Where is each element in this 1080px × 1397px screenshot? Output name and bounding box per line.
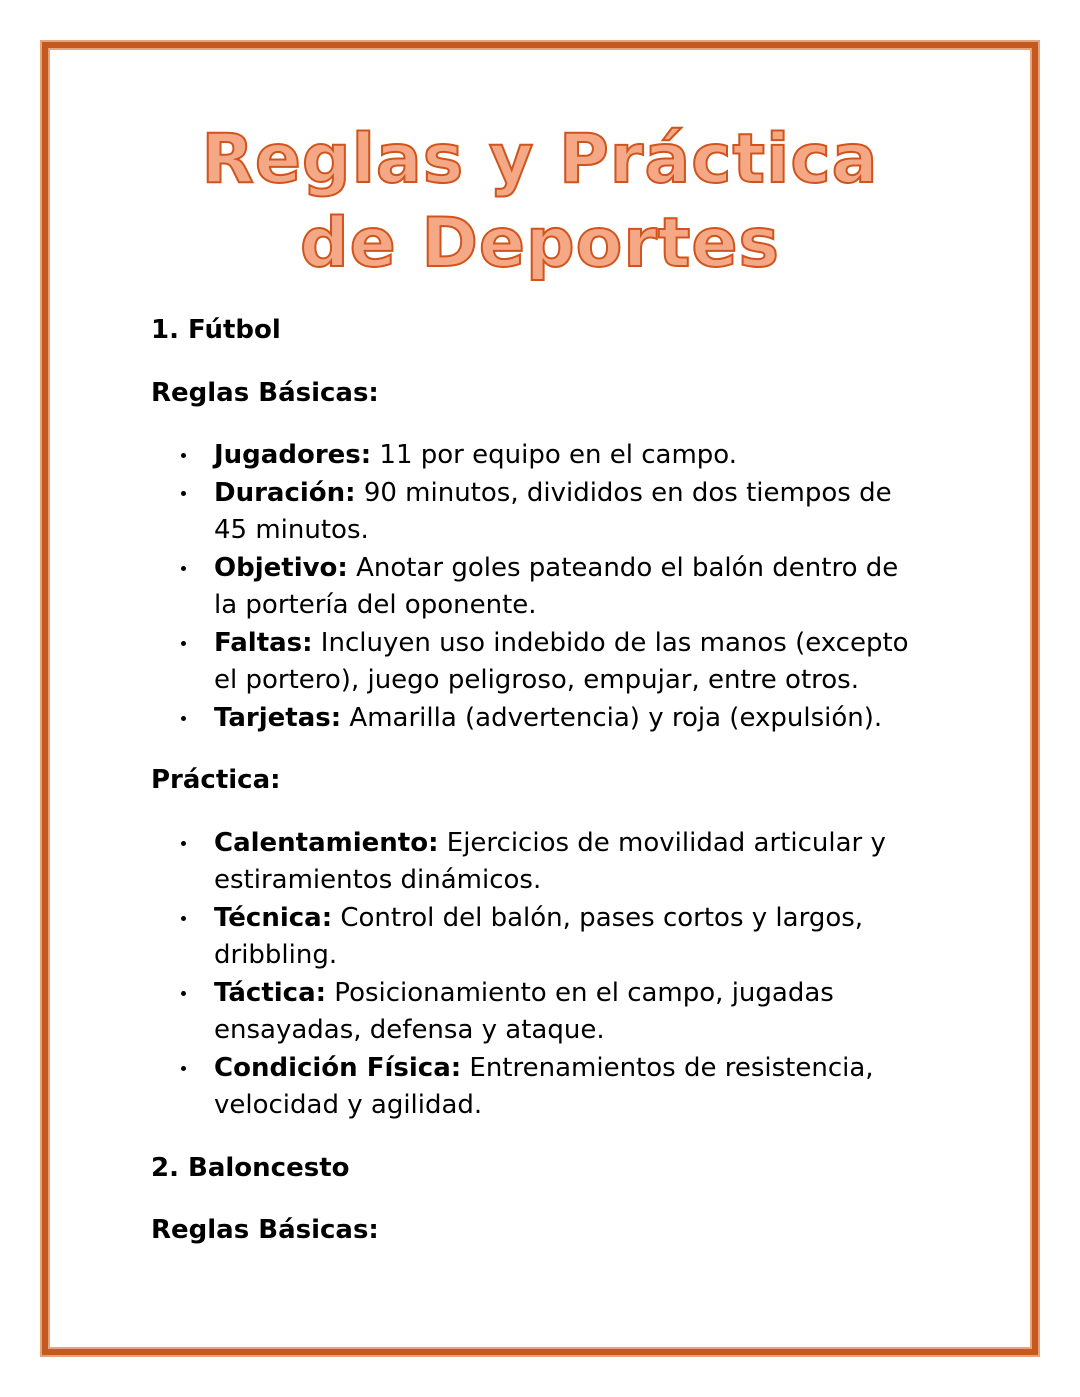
list-item-term: Duración: xyxy=(214,477,356,508)
futbol-practice-heading: Práctica: xyxy=(151,765,281,795)
list-item-term: Técnica: xyxy=(214,902,333,933)
section-heading-futbol: 1. Fútbol xyxy=(151,315,281,345)
bullet-icon xyxy=(181,841,186,846)
bullet-icon xyxy=(181,566,186,571)
bullet-icon xyxy=(181,716,186,721)
document-body xyxy=(151,312,921,1250)
bullet-icon xyxy=(181,1066,186,1071)
list-item xyxy=(151,825,921,900)
baloncesto-rules-heading: Reglas Básicas: xyxy=(151,1215,379,1245)
list-item-term: Tarjetas: xyxy=(214,702,342,733)
bullet-icon xyxy=(181,453,186,458)
bullet-icon xyxy=(181,641,186,646)
list-item-text: Ejercicios de movilidad articular y estiramientos dinámicos. xyxy=(214,827,886,895)
list-item-text: 11 por equipo en el campo. xyxy=(371,440,738,470)
futbol-practice-list xyxy=(151,825,921,1125)
list-item-text: Incluyen uso indebido de las manos (excepto el portero), juego peligroso, empujar, entre otros. xyxy=(214,627,909,695)
bullet-icon xyxy=(181,491,186,496)
list-item-term: Calentamiento: xyxy=(214,827,439,858)
futbol-rules-list xyxy=(151,437,921,737)
list-item-text: Entrenamientos de resistencia, velocidad y agilidad. xyxy=(214,1052,874,1120)
bullet-icon xyxy=(181,991,186,996)
list-item-term: Objetivo: xyxy=(214,552,348,583)
list-item xyxy=(151,625,921,700)
list-item xyxy=(151,700,921,738)
list-item xyxy=(151,975,921,1050)
list-item xyxy=(151,1050,921,1125)
list-item-text: Control del balón, pases cortos y largos, dribbling. xyxy=(214,902,864,970)
list-item xyxy=(151,437,921,475)
list-item-term: Jugadores: xyxy=(214,440,372,470)
bullet-icon xyxy=(181,916,186,921)
list-item xyxy=(151,550,921,625)
list-item-text: Posicionamiento en el campo, jugadas ensayadas, defensa y ataque. xyxy=(214,977,834,1045)
list-item xyxy=(151,900,921,975)
list-item-text: 90 minutos, divididos en dos tiempos de 45 minutos. xyxy=(214,477,892,545)
list-item-term: Faltas: xyxy=(214,627,313,658)
list-item-term: Condición Física: xyxy=(214,1052,462,1083)
futbol-rules-heading: Reglas Básicas: xyxy=(151,377,379,408)
list-item xyxy=(151,475,921,550)
list-item-text: Anotar goles pateando el balón dentro de la portería del oponente. xyxy=(214,552,899,620)
list-item-text: Amarilla (advertencia) y roja (expulsión). xyxy=(341,702,883,733)
title-line-1: Reglas y Práctica xyxy=(201,120,879,199)
list-item-term: Táctica: xyxy=(214,977,327,1008)
section-heading-baloncesto: 2. Baloncesto xyxy=(151,1152,350,1183)
title-line-2: de Deportes xyxy=(299,204,781,283)
document-title xyxy=(0,118,1080,286)
